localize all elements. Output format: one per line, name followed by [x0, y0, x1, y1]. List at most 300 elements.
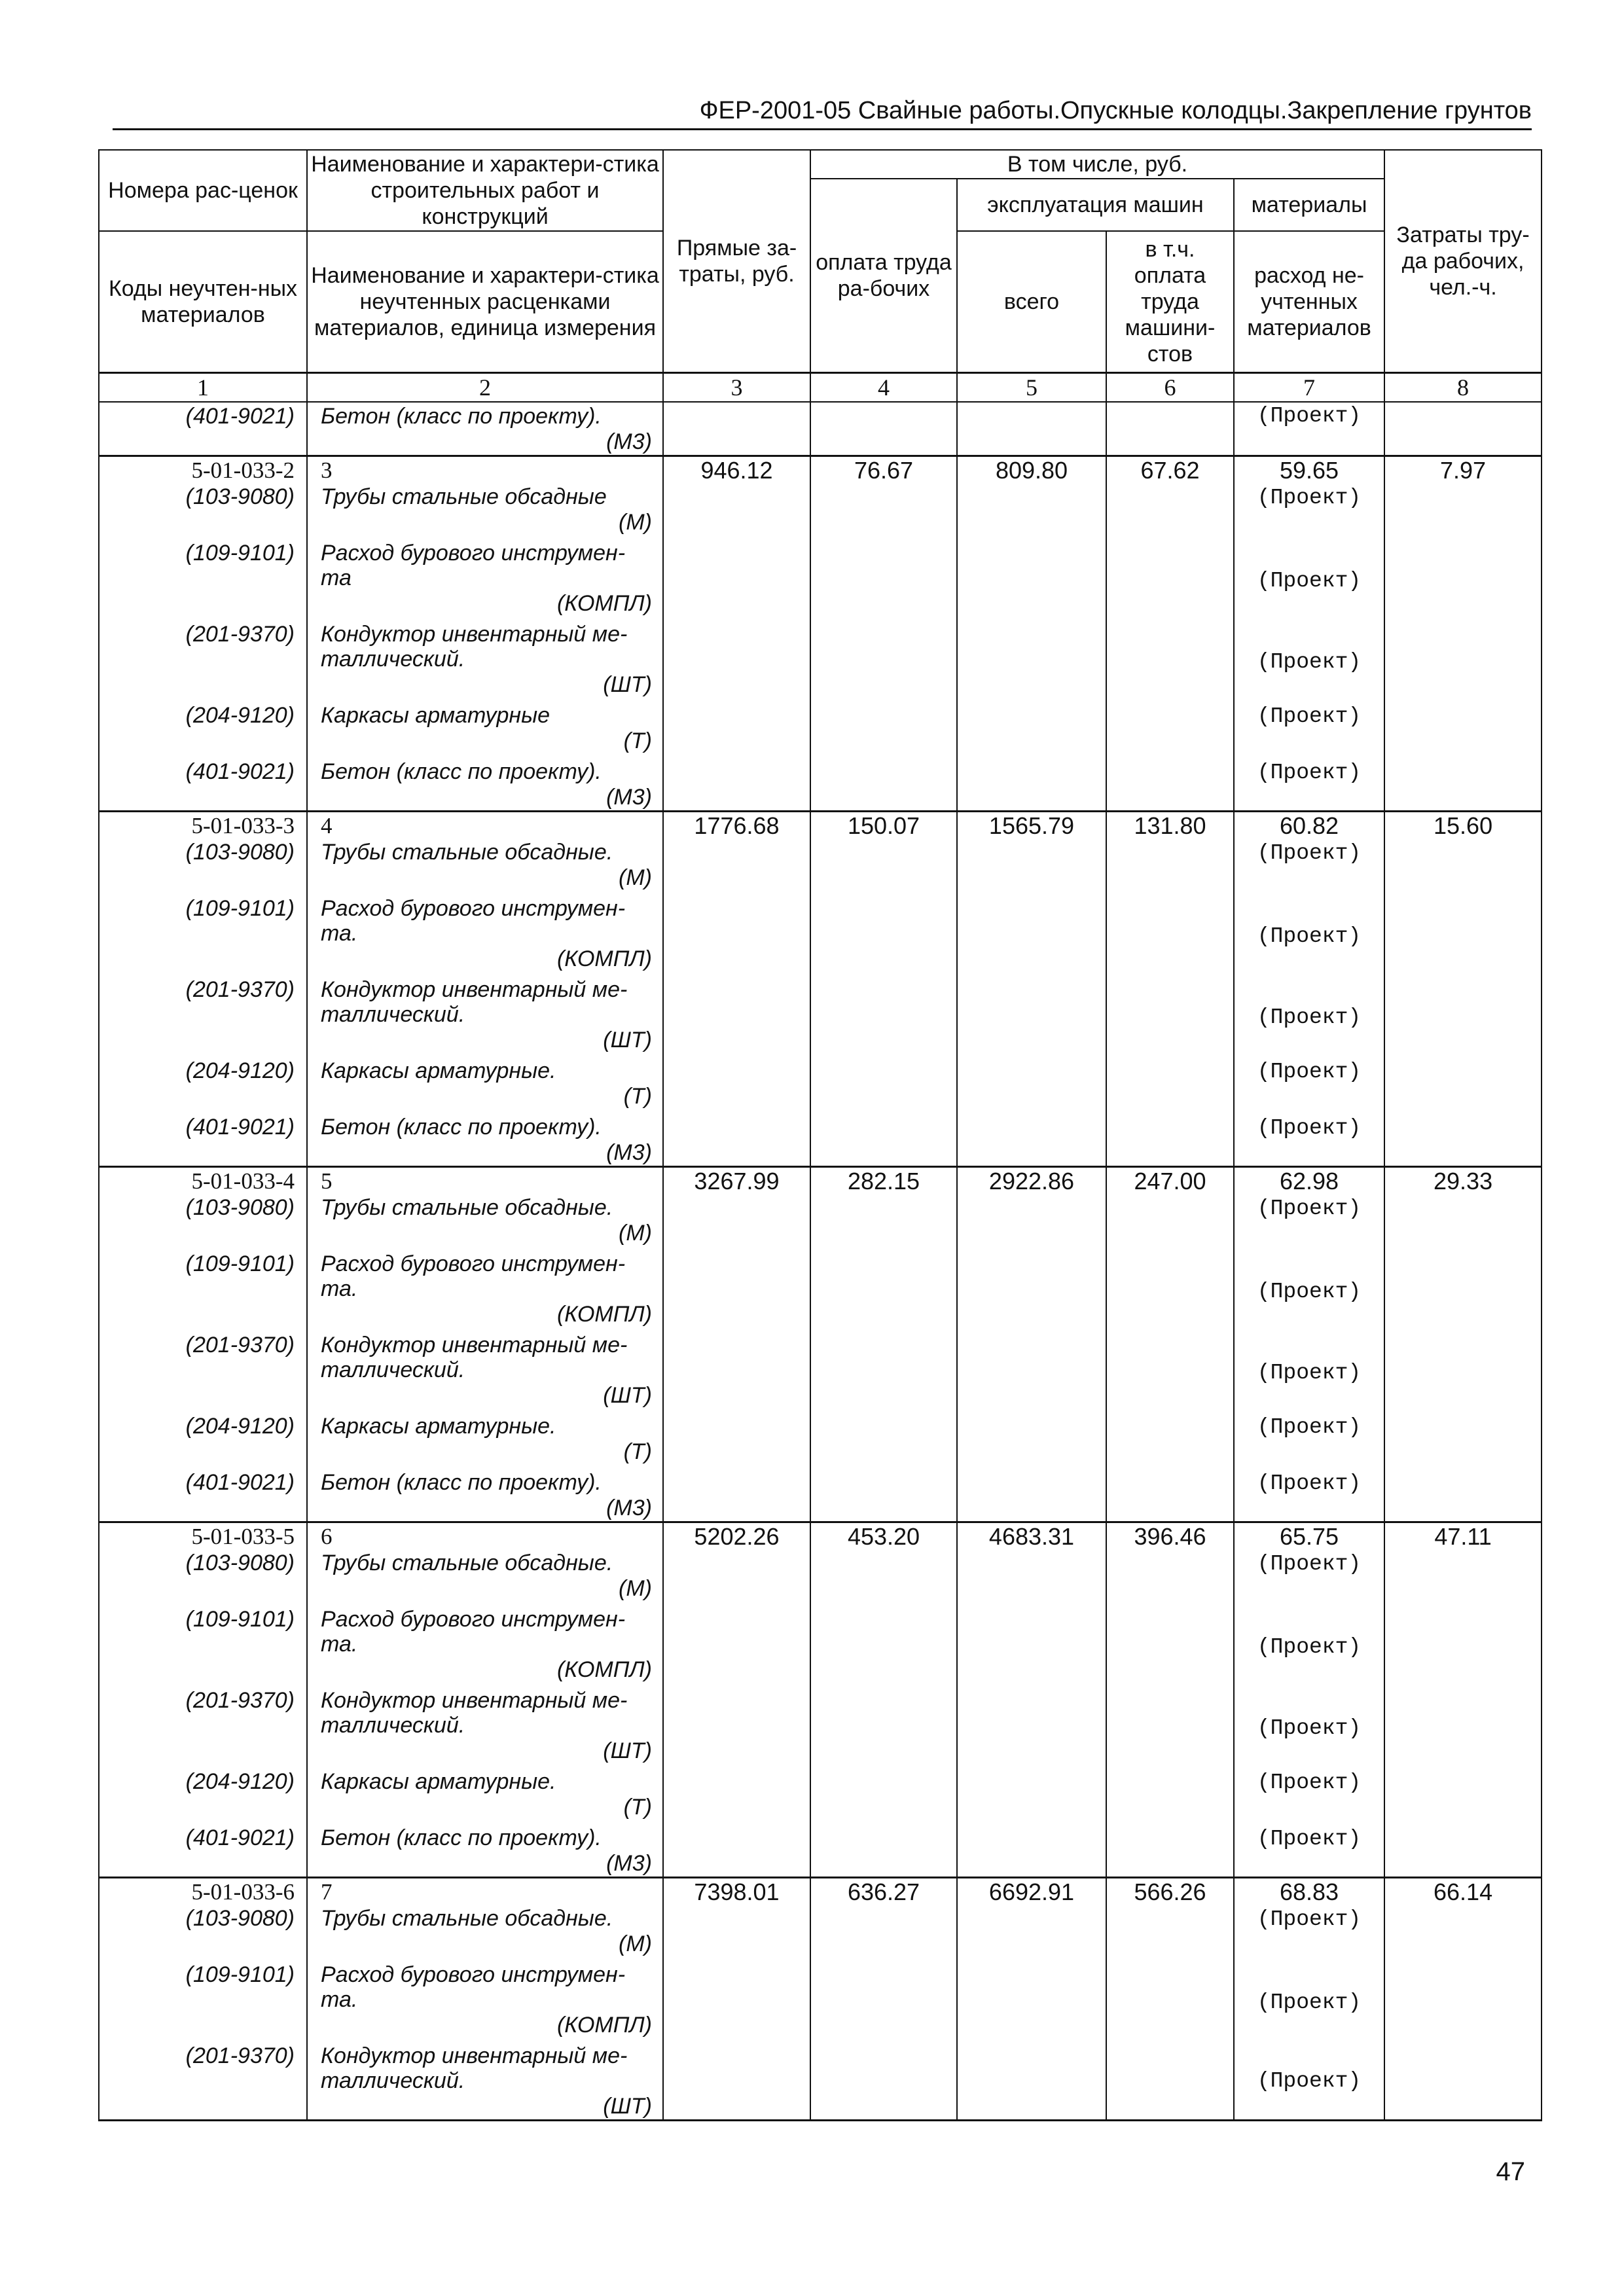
table-cell	[663, 1251, 810, 1333]
table-cell	[1384, 1115, 1542, 1167]
table-cell	[663, 1115, 810, 1167]
material-name-cell	[307, 1470, 663, 1522]
rate-materials: 59.65	[1279, 456, 1339, 484]
material-code: (109-9101)	[185, 1251, 295, 1276]
header-machines-total: всего	[957, 231, 1106, 372]
material-unit: (Т)	[623, 1439, 652, 1464]
material-value: (Проект)	[1257, 1551, 1362, 1576]
material-value-cell	[1234, 541, 1384, 622]
table-cell	[810, 1769, 957, 1825]
table-cell	[810, 2043, 957, 2121]
material-name: Бетон (класс по проекту).	[321, 759, 602, 784]
table-cell	[810, 622, 957, 703]
material-name: Расход бурового инструмен-	[321, 1962, 626, 1987]
rate-materials: 68.83	[1279, 1878, 1339, 1905]
material-value-cell	[1234, 1769, 1384, 1825]
rate-machinist-pay: 247.00	[1134, 1167, 1206, 1194]
header-rate-numbers: Номера рас-ценок	[99, 150, 307, 231]
rate-labor-hours: 7.97	[1440, 456, 1487, 484]
table-cell	[663, 1906, 810, 1962]
row-gap	[321, 698, 652, 703]
table-cell	[810, 1195, 957, 1251]
material-name: Бетон (класс по проекту).	[321, 1114, 602, 1140]
table-cell	[957, 1906, 1106, 1962]
material-value-cell	[1234, 1962, 1384, 2043]
material-name-cell	[307, 977, 663, 1058]
material-code-cell	[99, 1058, 307, 1115]
rate-machinist-pay: 131.80	[1134, 812, 1206, 839]
material-unit: (Т)	[623, 1794, 652, 1820]
table-cell	[1106, 484, 1234, 541]
column-number: 8	[1384, 372, 1542, 402]
table-cell	[957, 703, 1106, 759]
table-cell	[1384, 541, 1542, 622]
rate-value-cell	[1234, 811, 1384, 840]
material-name: Каркасы арматурные	[321, 702, 550, 728]
material-value: (Проект)	[1257, 1471, 1362, 1496]
rate-row	[99, 1877, 1542, 1906]
material-unit: (Т)	[623, 728, 652, 753]
rate-labor-pay: 150.07	[847, 812, 920, 839]
table-cell	[1106, 977, 1234, 1058]
material-code: (103-9080)	[185, 839, 295, 865]
rate-code-cell	[99, 1166, 307, 1195]
rate-direct-cost: 3267.99	[694, 1167, 780, 1194]
rate-code: 5-01-033-2	[191, 457, 295, 483]
table-cell	[1384, 1333, 1542, 1414]
material-name: та.	[321, 1986, 358, 2012]
table-cell	[1384, 622, 1542, 703]
material-row	[99, 977, 1542, 1058]
rate-materials: 65.75	[1279, 1522, 1339, 1550]
material-code-cell	[99, 703, 307, 759]
table-cell	[1106, 896, 1234, 977]
table-cell	[1384, 1414, 1542, 1470]
material-row	[99, 2043, 1542, 2121]
rate-row	[99, 811, 1542, 840]
table-cell	[663, 2043, 810, 2121]
table-cell	[957, 1058, 1106, 1115]
material-value: (Проект)	[1257, 760, 1362, 785]
material-row	[99, 1825, 1542, 1878]
material-name-cell	[307, 1769, 663, 1825]
table-cell	[1106, 1825, 1234, 1878]
material-name: Бетон (класс по проекту). (М3)	[307, 402, 663, 456]
rate-value-cell	[1106, 456, 1234, 484]
rate-row	[99, 1522, 1542, 1551]
rate-value-cell	[1384, 456, 1542, 484]
table-body	[99, 372, 1542, 2120]
rate-value-cell	[1106, 811, 1234, 840]
table-cell	[663, 896, 810, 977]
rate-materials: 62.98	[1279, 1167, 1339, 1194]
rate-name-cell	[307, 1522, 663, 1551]
material-unit: (М3)	[606, 784, 652, 810]
material-name-cell	[307, 759, 663, 812]
rate-value-cell	[1384, 811, 1542, 840]
header-machines: эксплуатация машин	[957, 179, 1234, 231]
row-gap	[321, 1053, 652, 1058]
material-code: (401-9021)	[185, 759, 295, 784]
material-unit: (КОМПЛ)	[556, 2012, 652, 2038]
rate-value-cell	[1384, 1522, 1542, 1551]
material-value-cell	[1234, 1251, 1384, 1333]
material-name: Бетон (класс по проекту).	[321, 1825, 602, 1850]
rate-value-cell	[1384, 1166, 1542, 1195]
table-cell	[957, 1115, 1106, 1167]
table-cell	[663, 1333, 810, 1414]
material-unit: (ШТ)	[603, 1027, 652, 1052]
material-code-cell	[99, 1607, 307, 1688]
column-number: 7	[1234, 372, 1384, 402]
rate-labor-pay: 453.20	[847, 1522, 920, 1550]
table-cell	[1384, 484, 1542, 541]
table-cell	[1384, 1962, 1542, 2043]
table-cell	[810, 541, 957, 622]
table-cell	[663, 703, 810, 759]
material-row	[99, 1769, 1542, 1825]
rate-machinist-pay: 566.26	[1134, 1878, 1206, 1905]
material-name: Каркасы арматурные.	[321, 1413, 556, 1439]
rate-machines-total: 6692.91	[988, 1878, 1075, 1905]
table-cell	[663, 1769, 810, 1825]
rate-value-cell	[957, 1877, 1106, 1906]
material-row	[99, 622, 1542, 703]
table-cell	[1106, 1414, 1234, 1470]
material-name: Кондуктор инвентарный ме-	[321, 1332, 628, 1357]
material-code-cell	[99, 1825, 307, 1878]
rate-labor-hours: 15.60	[1434, 812, 1493, 839]
rate-value-cell	[957, 811, 1106, 840]
row-gap	[321, 1109, 652, 1115]
material-code-cell	[99, 541, 307, 622]
table-cell	[1384, 1251, 1542, 1333]
material-name: та	[321, 565, 352, 590]
material-value: (Проект)	[1257, 1715, 1362, 1740]
material-code: (103-9080)	[185, 1550, 295, 1575]
material-name: та.	[321, 1631, 358, 1657]
rate-name-cell	[307, 456, 663, 484]
material-code: (109-9101)	[185, 895, 295, 921]
row-gap	[321, 1409, 652, 1414]
material-name-cell	[307, 1251, 663, 1333]
material-unit: (М3)	[606, 429, 652, 454]
table-cell	[810, 1251, 957, 1333]
material-code: (201-9370)	[185, 1687, 295, 1713]
table-cell	[1106, 840, 1234, 896]
material-unit: (ШТ)	[603, 672, 652, 697]
page-number: 47	[1496, 2157, 1525, 2186]
rate-value-cell	[957, 456, 1106, 484]
table-cell	[810, 1551, 957, 1607]
material-value-cell	[1234, 1607, 1384, 1688]
table-cell	[1106, 1251, 1234, 1333]
material-name: Расход бурового инструмен-	[321, 895, 626, 921]
material-unit: (М)	[619, 1575, 652, 1601]
material-code-cell	[99, 1906, 307, 1962]
material-name: та.	[321, 1276, 358, 1301]
table-cell	[1384, 1607, 1542, 1688]
table-cell	[957, 1769, 1106, 1825]
material-code: (109-9101)	[185, 1962, 295, 1987]
table-cell	[957, 759, 1106, 812]
rate-machines-total: 1565.79	[988, 812, 1075, 839]
table-cell	[1106, 1906, 1234, 1962]
table-header	[99, 150, 1542, 372]
table-cell	[957, 977, 1106, 1058]
header-work-name: Наименование и характери-стика строительных работ и конструкций	[307, 150, 663, 231]
rate-number: 4	[321, 812, 333, 838]
material-value-cell	[1234, 1688, 1384, 1769]
material-name: таллический.	[321, 646, 465, 672]
material-code: (204-9120)	[185, 1769, 295, 1794]
table-cell	[663, 1195, 810, 1251]
material-row	[99, 1962, 1542, 2043]
rate-code-cell	[99, 1877, 307, 1906]
row-gap	[321, 535, 652, 541]
material-row	[99, 1115, 1542, 1167]
material-value-cell	[1234, 896, 1384, 977]
header-material-name: Наименование и характери-стика неучтенных расценками материалов, единица измерения	[307, 231, 663, 372]
material-row	[99, 484, 1542, 541]
material-value: (Проект)	[1257, 1990, 1362, 2015]
material-value-cell	[1234, 1414, 1384, 1470]
material-name-cell	[307, 1414, 663, 1470]
material-unit: (Т)	[623, 1083, 652, 1109]
table-cell	[1384, 759, 1542, 812]
material-name-cell	[307, 1607, 663, 1688]
table-cell	[1106, 1333, 1234, 1414]
table-cell	[810, 1607, 957, 1688]
rate-value-cell	[810, 456, 957, 484]
rate-code: 5-01-033-3	[191, 812, 295, 838]
material-unit: (КОМПЛ)	[556, 590, 652, 616]
material-code: (401-9021)	[185, 1825, 295, 1850]
material-code: (109-9101)	[185, 540, 295, 566]
rate-machinist-pay: 396.46	[1134, 1522, 1206, 1550]
material-code: (201-9370)	[185, 2043, 295, 2068]
rate-labor-pay: 282.15	[847, 1167, 920, 1194]
rate-row	[99, 1166, 1542, 1195]
material-value-cell	[1234, 1195, 1384, 1251]
material-value: (Проект)	[1257, 1634, 1362, 1659]
column-number: 6	[1106, 372, 1234, 402]
rate-labor-pay: 636.27	[847, 1878, 920, 1905]
material-name-cell	[307, 1058, 663, 1115]
rate-labor-hours: 47.11	[1434, 1522, 1492, 1550]
material-value-cell	[1234, 622, 1384, 703]
material-code: (204-9120)	[185, 1058, 295, 1083]
material-value: (Проект)	[1257, 1279, 1362, 1304]
material-name: Трубы стальные обсадные.	[321, 1194, 613, 1220]
table-cell	[1106, 1688, 1234, 1769]
material-unit: (М)	[619, 1931, 652, 1956]
material-value-cell	[1234, 1058, 1384, 1115]
material-unit: (М)	[619, 1220, 652, 1246]
column-number: 5	[957, 372, 1106, 402]
material-code-cell	[99, 896, 307, 977]
rate-value-cell	[1234, 1877, 1384, 1906]
table-cell	[1106, 759, 1234, 812]
material-value: (Проект)	[1257, 1005, 1362, 1030]
rate-labor-hours: 29.33	[1434, 1167, 1493, 1194]
table-cell	[810, 1414, 957, 1470]
header-materials: материалы	[1234, 179, 1384, 231]
material-name-cell	[307, 840, 663, 896]
material-name-cell	[307, 484, 663, 541]
header-labor-hours: Затраты тру-да рабочих, чел.-ч.	[1384, 150, 1542, 372]
table-cell	[1384, 896, 1542, 977]
table-cell	[810, 484, 957, 541]
table-cell	[663, 1962, 810, 2043]
rate-machinist-pay: 67.62	[1140, 456, 1200, 484]
material-code: (201-9370)	[185, 977, 295, 1002]
rate-value-cell	[663, 1522, 810, 1551]
material-unit: (КОМПЛ)	[556, 1301, 652, 1327]
material-code: (204-9120)	[185, 1413, 295, 1439]
table-cell	[663, 1058, 810, 1115]
material-name-cell	[307, 1115, 663, 1167]
material-name-cell	[307, 1906, 663, 1962]
material-value: (Проект)	[1257, 1414, 1362, 1439]
table-cell	[957, 1688, 1106, 1769]
table-cell	[663, 1607, 810, 1688]
rate-value-cell	[663, 1166, 810, 1195]
rate-labor-hours: 66.14	[1434, 1878, 1493, 1905]
material-name-cell	[307, 896, 663, 977]
material-value-cell	[1234, 840, 1384, 896]
material-value: (Проект)	[1257, 649, 1362, 674]
table-cell	[957, 541, 1106, 622]
material-row	[99, 1906, 1542, 1962]
table-cell	[663, 622, 810, 703]
table-cell	[957, 1251, 1106, 1333]
material-code-cell	[99, 977, 307, 1058]
material-row	[99, 1058, 1542, 1115]
table-cell	[1106, 1551, 1234, 1607]
rate-number: 3	[321, 457, 333, 483]
material-row	[99, 759, 1542, 812]
table-cell	[957, 1414, 1106, 1470]
table-cell	[1384, 1470, 1542, 1522]
material-code-cell	[99, 840, 307, 896]
material-name-cell	[307, 1688, 663, 1769]
rate-value-cell	[663, 1877, 810, 1906]
table-cell	[1384, 1195, 1542, 1251]
table-cell	[810, 896, 957, 977]
material-code-cell	[99, 1962, 307, 2043]
table-cell	[810, 1906, 957, 1962]
rate-value-cell	[1234, 1522, 1384, 1551]
table-cell	[810, 1688, 957, 1769]
table-cell	[957, 1333, 1106, 1414]
rate-materials: 60.82	[1279, 812, 1339, 839]
table-cell	[663, 1551, 810, 1607]
material-name: Каркасы арматурные.	[321, 1058, 556, 1083]
rate-code-cell	[99, 456, 307, 484]
material-value: (Проект)	[1234, 402, 1384, 456]
material-row	[99, 1551, 1542, 1607]
material-name: Трубы стальные обсадные	[321, 484, 607, 509]
table-cell	[810, 977, 957, 1058]
rate-value-cell	[1106, 1522, 1234, 1551]
rate-direct-cost: 946.12	[700, 456, 773, 484]
row-gap	[321, 2038, 652, 2043]
rate-value-cell	[810, 1877, 957, 1906]
table-cell	[1384, 1058, 1542, 1115]
material-value-cell	[1234, 703, 1384, 759]
material-value: (Проект)	[1257, 840, 1362, 865]
material-unit: (ШТ)	[603, 1738, 652, 1763]
material-name: Каркасы арматурные.	[321, 1769, 556, 1794]
material-code: (401-9021)	[185, 1469, 295, 1495]
material-row	[99, 840, 1542, 896]
material-code-cell	[99, 1769, 307, 1825]
material-name: та.	[321, 920, 358, 946]
rate-number: 6	[321, 1523, 333, 1549]
material-code-cell	[99, 1470, 307, 1522]
header-rule	[113, 128, 1532, 130]
table-cell	[1384, 703, 1542, 759]
material-code: (201-9370)	[185, 621, 295, 647]
table-cell	[663, 1414, 810, 1470]
row-gap	[321, 1957, 652, 1962]
table-cell	[957, 1962, 1106, 2043]
table-cell	[663, 840, 810, 896]
material-unit: (КОМПЛ)	[556, 946, 652, 971]
material-code: (204-9120)	[185, 702, 295, 728]
material-row	[99, 1333, 1542, 1414]
rate-direct-cost: 5202.26	[694, 1522, 780, 1550]
material-name: Расход бурового инструмен-	[321, 1606, 626, 1632]
material-name: Расход бурового инструмен-	[321, 540, 626, 566]
material-unit: (М3)	[606, 1495, 652, 1520]
table-cell	[957, 896, 1106, 977]
material-name: Трубы стальные обсадные.	[321, 839, 613, 865]
material-name: таллический.	[321, 1001, 465, 1027]
table-cell	[810, 1470, 957, 1522]
rate-code-cell	[99, 1522, 307, 1551]
material-unit: (М)	[619, 509, 652, 535]
table-cell	[1106, 1058, 1234, 1115]
table-cell	[810, 1115, 957, 1167]
table-cell	[1106, 1607, 1234, 1688]
material-code: (201-9370)	[185, 1332, 295, 1357]
rate-code: 5-01-033-4	[191, 1168, 295, 1194]
continuation-row	[99, 402, 1542, 456]
rate-machines-total: 4683.31	[988, 1522, 1075, 1550]
material-code: (103-9080)	[185, 484, 295, 509]
material-value-cell	[1234, 1551, 1384, 1607]
material-code-cell	[99, 1333, 307, 1414]
material-value-cell	[1234, 977, 1384, 1058]
table-cell	[810, 1058, 957, 1115]
material-name-cell	[307, 703, 663, 759]
material-row	[99, 1607, 1542, 1688]
table-cell	[663, 1470, 810, 1522]
rate-number: 5	[321, 1168, 333, 1194]
material-name: Трубы стальные обсадные.	[321, 1905, 613, 1931]
material-code: (109-9101)	[185, 1606, 295, 1632]
material-value: (Проект)	[1257, 1826, 1362, 1851]
table-cell	[957, 1551, 1106, 1607]
material-unit: (М)	[619, 865, 652, 890]
rate-value-cell	[663, 456, 810, 484]
material-value-cell	[1234, 484, 1384, 541]
material-name: Кондуктор инвентарный ме-	[321, 1687, 628, 1713]
material-value: (Проект)	[1257, 1360, 1362, 1385]
rate-machines-total: 2922.86	[988, 1167, 1075, 1194]
